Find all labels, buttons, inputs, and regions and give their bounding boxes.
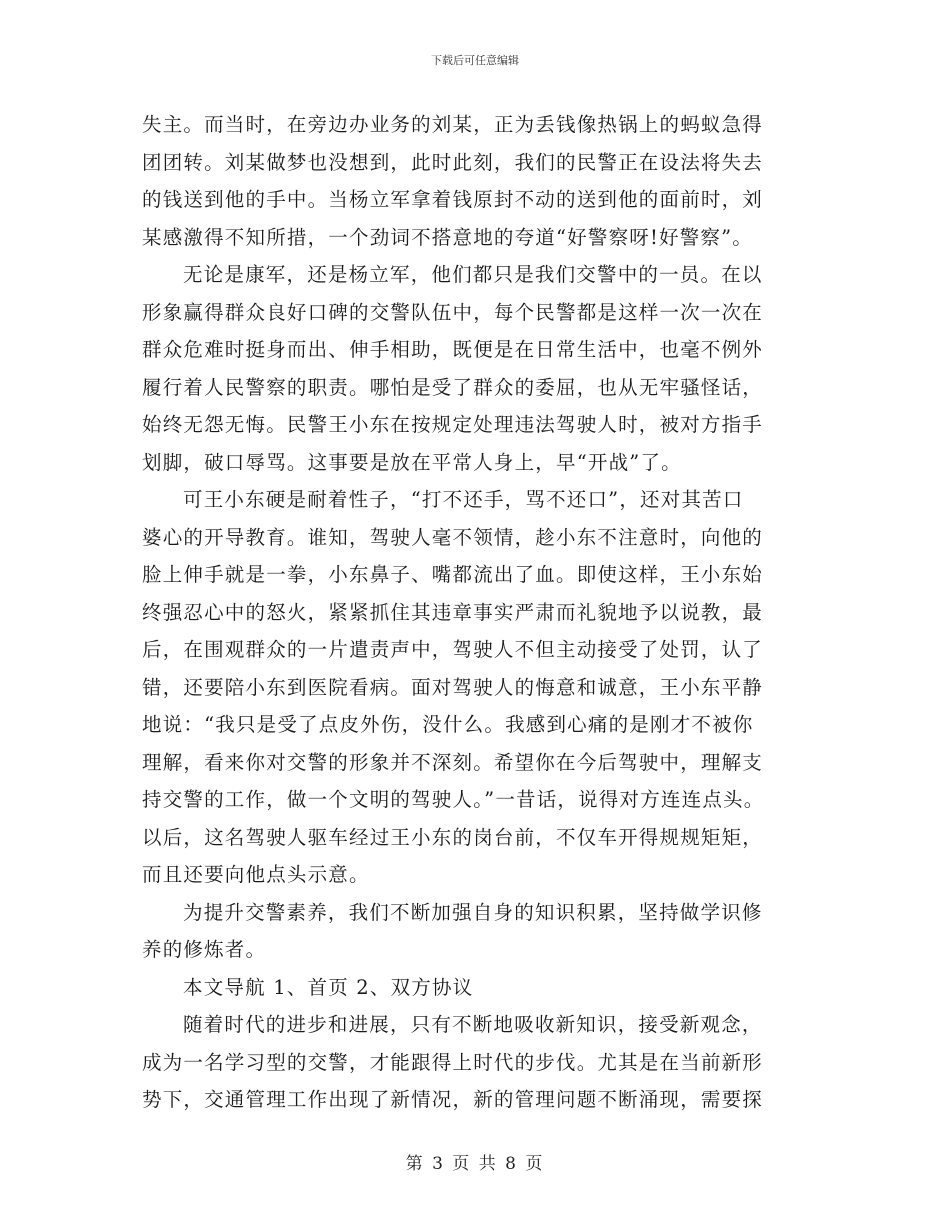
text-line: 持交警的工作，做一个文明的驾驶人。”一昔话，说得对方连连点头。: [142, 788, 765, 811]
text-line: 的钱送到他的手中。当杨立军拿着钱原封不动的送到他的面前时，刘: [142, 188, 764, 211]
document-body: [142, 106, 812, 1119]
text-line: 可王小东硬是耐着性子，“打不还手，骂不还口”，还对其苦口: [183, 488, 744, 511]
text-line: 成为一名学习型的交警，才能跟得上时代的步伐。尤其是在当前新形: [142, 1050, 764, 1074]
text-line: 为提升交警素养，我们不断加强自身的知识积累，坚持做学识修: [183, 900, 763, 924]
text-line: 养的修炼者。: [142, 938, 267, 961]
text-line: 脸上伸手就是一拳，小东鼻子、嘴都流出了血。即使这样，王小东始: [142, 563, 764, 586]
page-header: 下载后可任意编辑: [431, 54, 519, 67]
text-line: 地说：“我只是受了点皮外伤，没什么。我感到心痛的是刚才不被你: [142, 713, 754, 736]
text-line: 后，在围观群众的一片遣责声中，驾驶人不但主动接受了处罚，认了: [142, 638, 764, 661]
page-footer: 第 3 页 共 8 页: [405, 1154, 545, 1174]
text-line: 群众危难时挺身而出、伸手相助，既便是在日常生活中，也毫不例外: [142, 338, 764, 361]
text-line: 随着时代的进步和进展，只有不断地吸收新知识，接受新观念，: [183, 1013, 763, 1036]
text-line: 而且还要向他点头示意。: [142, 863, 370, 886]
text-line: 始终无怨无悔。民警王小东在按规定处理违法驾驶人时，被对方指手: [142, 413, 764, 436]
text-line: 势下，交通管理工作出现了新情况，新的管理问题不断涌现，需要探: [142, 1088, 764, 1111]
text-line: 理解，看来你对交警的形象并不深刻。希望你在今后驾驶中，理解支: [142, 750, 764, 774]
text-line: 履行着人民警察的职责。哪怕是受了群众的委屈，也从无牢骚怪话，: [142, 375, 764, 399]
text-line: 以后，这名驾驶人驱车经过王小东的岗台前，不仅车开得规规矩矩，: [142, 825, 764, 849]
text-line: 终强忍心中的怒火，紧紧抓住其违章事实严肃而礼貌地予以说教，最: [142, 600, 764, 624]
text-line: 某感激得不知所措，一个劲词不搭意地的夸道“好警察呀!好警察”。: [142, 225, 753, 249]
text-line: 失主。而当时，在旁边办业务的刘某，正为丢钱像热锅上的蚂蚁急得: [142, 113, 764, 136]
text-line: 团团转。刘某做梦也没想到，此时此刻，我们的民警正在设法将失去: [142, 150, 764, 174]
text-line: 错，还要陪小东到医院看病。面对驾驶人的悔意和诚意，王小东平静: [142, 675, 764, 699]
text-line: 无论是康军，还是杨立军，他们都只是我们交警中的一员。在以: [183, 263, 763, 286]
text-line: 划脚，破口辱骂。这事要是放在平常人身上，早“开战”了。: [142, 450, 682, 474]
text-line: 婆心的开导教育。谁知，驾驶人毫不领情，趁小东不注意时，向他的: [142, 525, 764, 549]
text-line: 形象赢得群众良好口碑的交警队伍中，每个民警都是这样一次一次在: [142, 300, 764, 324]
text-line: 本文导航 1、首页 2、双方协议: [183, 975, 474, 999]
